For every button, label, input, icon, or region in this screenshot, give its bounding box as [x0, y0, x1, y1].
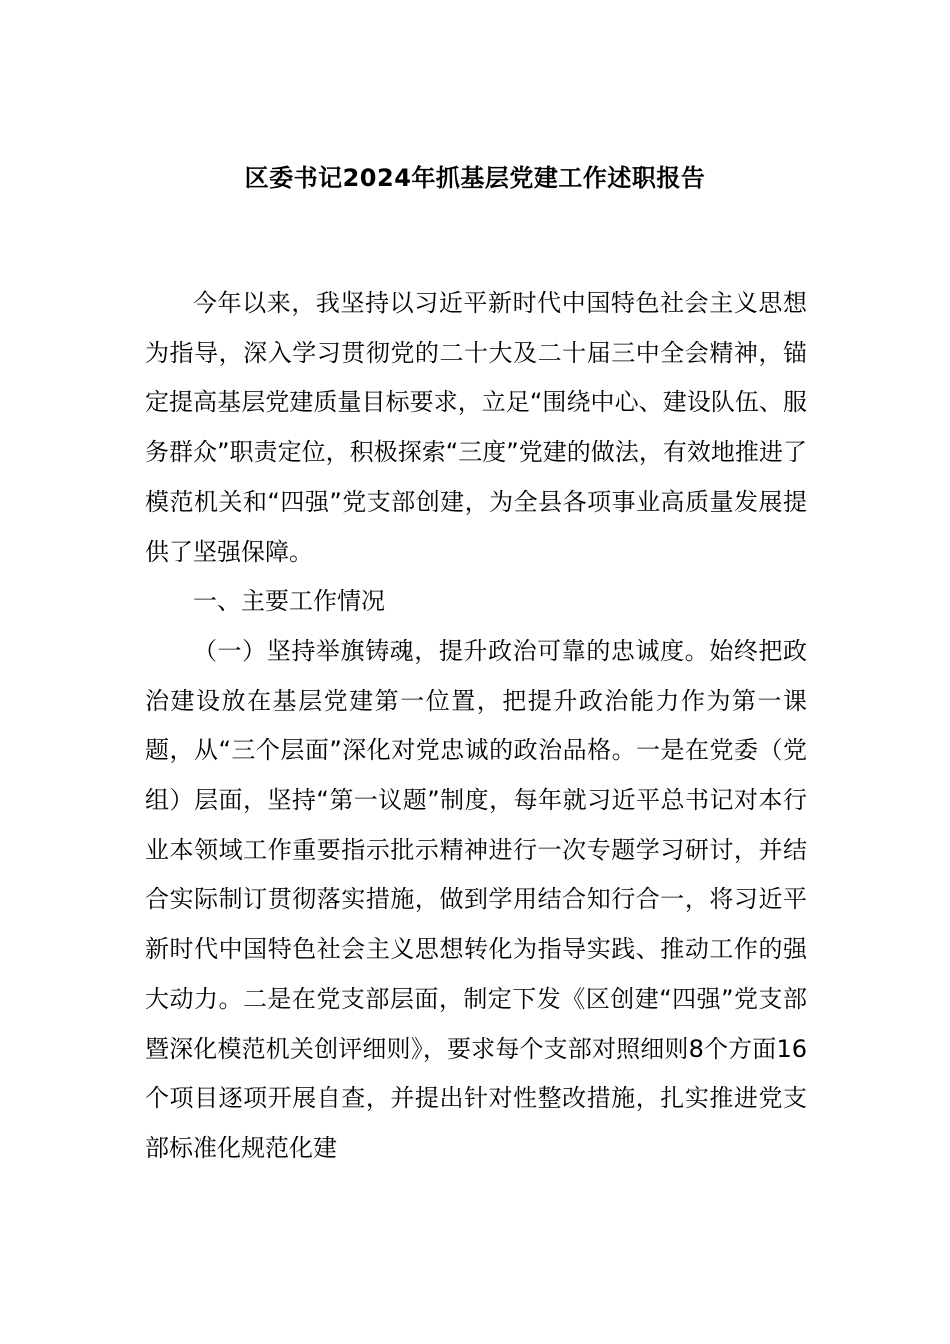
document-body	[145, 279, 807, 1174]
section-heading-main-work: 一、主要工作情况	[193, 587, 385, 616]
paragraph-intro: 今年以来，我坚持以习近平新时代中国特色社会主义思想为指导，深入学习贯彻党的二十大及二十届三中全会精神，锚定提高基层党建质量目标要求，立足“围绕中心、建设队伍、服务群众”职责定位，积极探索“三度”党建的做法，有效地推进了模范机关和“四强”党支部创建，为全县各项事业高质量发展提供了坚强保障。	[145, 289, 807, 566]
document-title: 区委书记2024年抓基层党建工作述职报告	[244, 164, 706, 192]
paragraph-political-loyalty: （一）坚持举旗铸魂，提升政治可靠的忠诚度。始终把政治建设放在基层党建第一位置，把提升政治能力作为第一课题，从“三个层面”深化对党忠诚的政治品格。一是在党委（党组）层面，坚持“第一议题”制度，每年就习近平总书记对本行业本领域工作重要指示批示精神进行一次专题学习研讨，并结合实际制订贯彻落实措施，做到学用结合知行合一，将习近平新时代中国特色社会主义思想转化为指导实践、推动工作的强大动力。二是在党支部层面，制定下发《区创建“四强”党支部暨深化模范机关创评细则》，要求每个支部对照细则8个方面16个项目逐项开展自查，并提出针对性整改措施，扎实推进党支部标准化规范化建	[145, 636, 807, 1162]
